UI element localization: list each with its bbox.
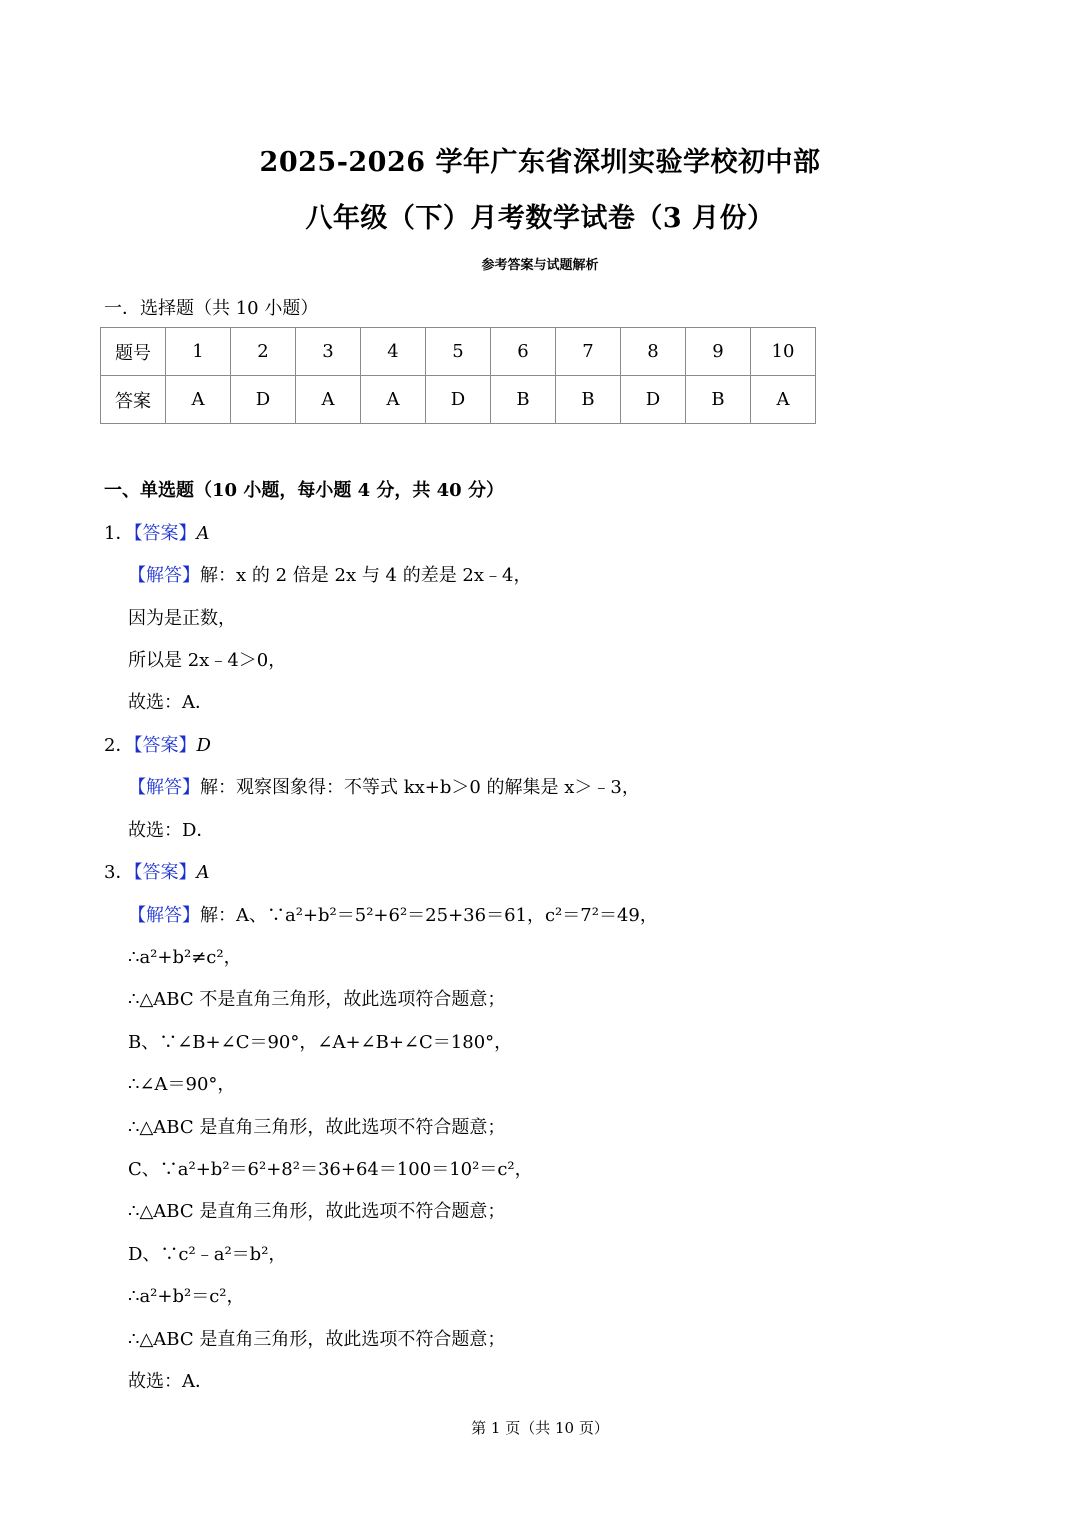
section2-heading: 一、单选题（10 小题，每小题 4 分，共 40 分） [104, 480, 504, 501]
answer-cell: A [296, 376, 361, 424]
q3-answer-line [104, 858, 209, 884]
q3-answer-tag: 【答案】 [133, 862, 197, 883]
q2-solution-text: 解：观察图象得：不等式 kx+b＞0 的解集是 x＞﹣3， [200, 777, 640, 798]
answer-cell: B [491, 376, 556, 424]
q3-line-7: ∴△ABC 是直角三角形，故此选项不符合题意； [128, 1201, 506, 1222]
question-number-cell: 7 [556, 328, 621, 376]
q3-line-11: 故选：A． [128, 1371, 213, 1392]
q3-solution-tag: 【解答】 [128, 905, 200, 926]
q1-solution-text: 解：x 的 2 倍是 2x 与 4 的差是 2x﹣4， [200, 565, 532, 586]
q3-line-9: ∴a²+b²＝c²， [128, 1286, 245, 1307]
q2-number: 2． [104, 735, 134, 756]
q2-answer-line [104, 731, 211, 757]
q3-solution-text: 解：A、∵a²+b²＝5²+6²＝25+36＝61，c²＝7²＝49， [200, 905, 658, 926]
table-header-label: 题号 [101, 328, 166, 376]
page-footer: 第 1 页（共 10 页） [471, 1419, 609, 1437]
q3-solution-line [128, 901, 658, 927]
answer-table [100, 327, 816, 424]
question-number-cell: 5 [426, 328, 491, 376]
q1-answer-line [104, 519, 209, 545]
answer-table-header-row [101, 328, 816, 376]
q2-line-1: 故选：D． [128, 820, 215, 841]
question-number-cell: 2 [231, 328, 296, 376]
answer-cell: A [166, 376, 231, 424]
q3-line-8: D、∵c²﹣a²＝b²， [128, 1244, 287, 1265]
q1-answer-value: A [196, 523, 210, 544]
question-number-cell: 10 [751, 328, 816, 376]
q3-line-1: ∴a²+b²≠c²， [128, 947, 242, 968]
q1-solution-tag: 【解答】 [128, 565, 200, 586]
subtitle: 参考答案与试题解析 [481, 258, 599, 273]
question-number-cell: 4 [361, 328, 426, 376]
section1-heading: 一．选择题（共 10 小题） [104, 298, 319, 319]
q1-answer-tag: 【答案】 [133, 523, 197, 544]
q1-solution-line [128, 561, 532, 587]
q3-line-4: ∴∠A＝90°， [128, 1074, 236, 1095]
question-number-cell: 8 [621, 328, 686, 376]
q1-line-2: 所以是 2x﹣4＞0， [128, 650, 287, 671]
q3-line-10: ∴△ABC 是直角三角形，故此选项不符合题意； [128, 1329, 506, 1350]
table-answer-label: 答案 [101, 376, 166, 424]
title-line-2: 八年级（下）月考数学试卷（3 月份） [305, 203, 775, 234]
q3-answer-value: A [196, 862, 210, 883]
title-line-1: 2025-2026 学年广东省深圳实验学校初中部 [259, 147, 821, 178]
q1-number: 1． [104, 523, 134, 544]
q3-number: 3． [104, 862, 134, 883]
q3-line-5: ∴△ABC 是直角三角形，故此选项不符合题意； [128, 1117, 506, 1138]
question-number-cell: 9 [686, 328, 751, 376]
q2-answer-tag: 【答案】 [133, 735, 197, 756]
question-number-cell: 3 [296, 328, 361, 376]
answer-cell: B [686, 376, 751, 424]
q1-line-1: 因为是正数， [128, 608, 236, 629]
question-number-cell: 6 [491, 328, 556, 376]
q3-line-6: C、∵a²+b²＝6²+8²＝36+64＝100＝10²＝c²， [128, 1159, 533, 1180]
q1-line-3: 故选：A． [128, 692, 213, 713]
answer-cell: D [231, 376, 296, 424]
q3-line-2: ∴△ABC 不是直角三角形，故此选项符合题意； [128, 989, 506, 1010]
answer-cell: D [621, 376, 686, 424]
q2-answer-value: D [196, 735, 211, 756]
q2-solution-tag: 【解答】 [128, 777, 200, 798]
question-number-cell: 1 [166, 328, 231, 376]
q2-solution-line [128, 773, 640, 799]
answer-table-answer-row [101, 376, 816, 424]
answer-cell: A [361, 376, 426, 424]
answer-cell: A [751, 376, 816, 424]
answer-cell: D [426, 376, 491, 424]
answer-cell: B [556, 376, 621, 424]
q3-line-3: B、∵∠B+∠C＝90°，∠A+∠B+∠C＝180°， [128, 1032, 513, 1053]
